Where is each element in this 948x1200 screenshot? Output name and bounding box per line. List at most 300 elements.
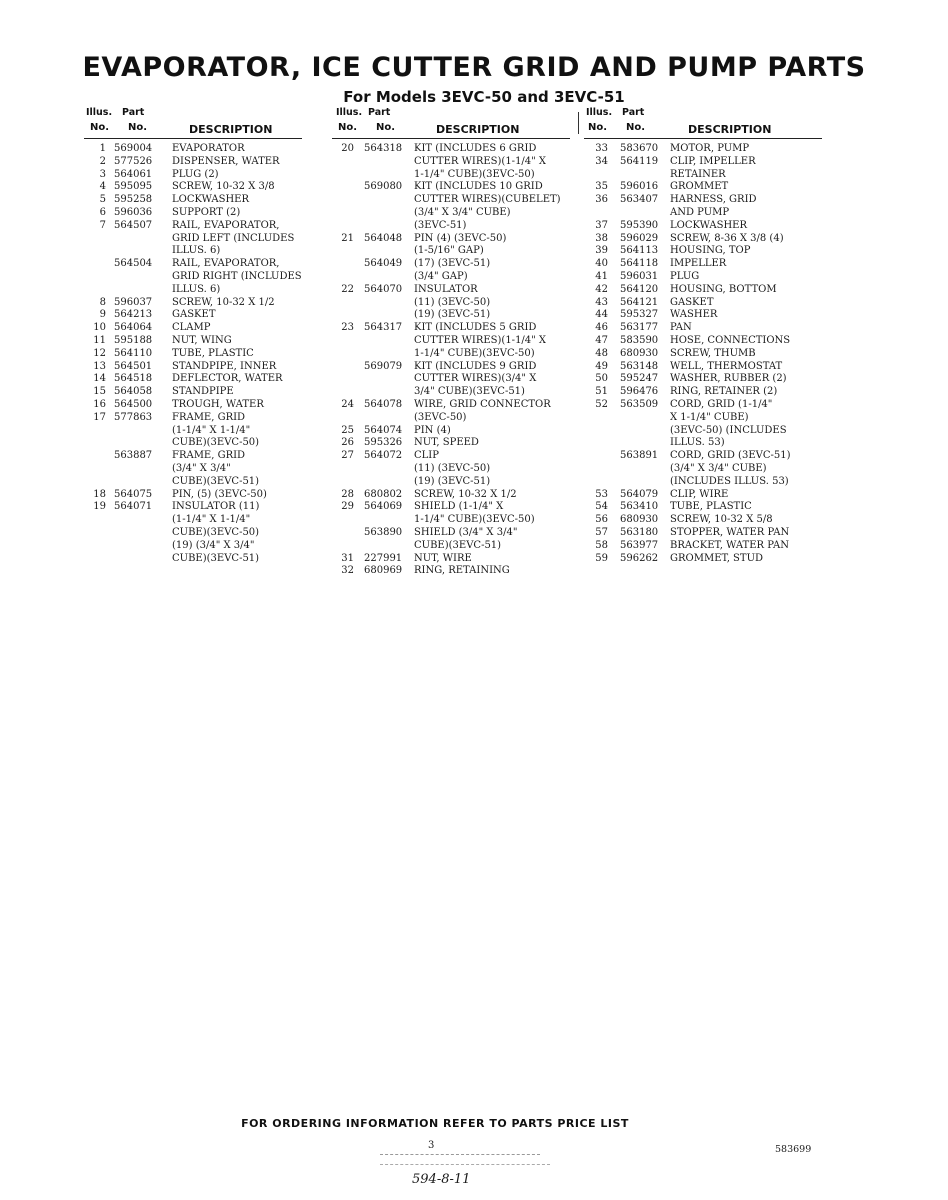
- page-title: EVAPORATOR, ICE CUTTER GRID AND PUMP PARTS: [82, 52, 866, 83]
- part-number: 564078: [364, 398, 403, 410]
- table-row: [84, 450, 302, 488]
- part-description: ILLUS. 53): [670, 437, 725, 449]
- part-number: 564213: [114, 309, 153, 321]
- part-description: CLIP: [414, 450, 439, 462]
- part-description: INSULATOR (11): [172, 501, 260, 513]
- illus-number: 43: [595, 296, 608, 308]
- part-number: 583670: [620, 143, 659, 154]
- part-number: 564070: [364, 283, 403, 295]
- part-description: (1-5/16" GAP): [414, 245, 484, 257]
- page-subtitle: For Models 3EVC-50 and 3EVC-51: [343, 88, 625, 106]
- table-row: [332, 565, 570, 578]
- part-description: CLIP, IMPELLER: [670, 155, 756, 167]
- table-row: [584, 450, 822, 488]
- header-illus-no: No.: [90, 122, 110, 133]
- illus-number: 33: [595, 143, 608, 154]
- table-row: [332, 181, 570, 232]
- part-description: CORD, GRID (3EVC-51): [670, 450, 791, 462]
- part-number: 569079: [364, 360, 403, 372]
- part-number: 227991: [364, 552, 403, 564]
- illus-number: 5: [99, 194, 106, 206]
- part-number: 563407: [620, 194, 659, 206]
- part-description: (1-1/4" X 1-1/4": [172, 424, 251, 436]
- column-header: [332, 104, 570, 139]
- illus-number: 12: [93, 347, 106, 359]
- illus-number: 26: [341, 437, 354, 449]
- part-number: 569080: [364, 181, 403, 193]
- table-row: [332, 553, 570, 566]
- part-description: HOUSING, BOTTOM: [670, 283, 777, 295]
- table-row: [332, 501, 570, 527]
- part-number: 564075: [114, 488, 153, 500]
- part-description: (11) (3EVC-50): [414, 462, 491, 474]
- part-description: TROUGH, WATER: [172, 398, 264, 410]
- part-description: 1-1/4" CUBE)(3EVC-50): [414, 347, 535, 359]
- illus-number: 10: [93, 322, 106, 334]
- part-description: CLIP, WIRE: [670, 488, 729, 500]
- part-description: NUT, WING: [172, 334, 232, 346]
- table-row: [84, 489, 302, 502]
- part-description: DISPENSER, WATER: [172, 155, 280, 167]
- part-number: 563410: [620, 501, 659, 513]
- table-row: [584, 143, 822, 156]
- scan-underline: [380, 1164, 550, 1165]
- part-description: 1-1/4" CUBE)(3EVC-50): [414, 168, 535, 180]
- illus-number: 27: [341, 450, 354, 462]
- table-row: [84, 373, 302, 386]
- part-description: (3/4" X 3/4": [172, 462, 231, 474]
- part-description: FRAME, GRID: [172, 450, 246, 462]
- header-illus-no: No.: [338, 122, 358, 133]
- table-row: [332, 361, 570, 399]
- table-row: [584, 361, 822, 374]
- part-number: 564074: [364, 424, 403, 436]
- part-number: 596037: [114, 296, 153, 308]
- part-description: CUBE)(3EVC-50): [172, 526, 260, 538]
- ordering-info-footer: FOR ORDERING INFORMATION REFER TO PARTS PRICE LIST: [241, 1117, 629, 1130]
- illus-number: 29: [341, 501, 354, 513]
- parts-column-1: [84, 104, 302, 565]
- table-row: [84, 156, 302, 169]
- table-row: [332, 284, 570, 322]
- illus-number: 9: [99, 309, 106, 321]
- part-number: 564061: [114, 168, 153, 180]
- part-number: 564064: [114, 322, 153, 334]
- illus-number: 44: [595, 309, 608, 321]
- part-number: 577526: [114, 155, 153, 167]
- illus-number: 41: [595, 270, 608, 282]
- table-row: [84, 322, 302, 335]
- part-description: ILLUS. 6): [172, 245, 221, 257]
- header-part-no: No.: [626, 122, 646, 133]
- header-part: Part: [622, 107, 645, 118]
- part-number: 595258: [114, 194, 153, 206]
- part-number: 596029: [620, 232, 659, 244]
- part-description: GASKET: [670, 296, 714, 308]
- table-row: [84, 169, 302, 182]
- part-description: SUPPORT (2): [172, 206, 241, 218]
- table-row: [584, 540, 822, 553]
- table-row: [584, 373, 822, 386]
- illus-number: 1: [99, 143, 106, 154]
- part-description: ILLUS. 6): [172, 283, 221, 295]
- illus-number: 42: [595, 283, 608, 295]
- illus-number: 51: [595, 386, 608, 398]
- table-row: [84, 258, 302, 296]
- part-number: 596036: [114, 206, 153, 218]
- illus-number: 46: [595, 322, 608, 334]
- part-description: GRID LEFT (INCLUDES: [172, 232, 295, 244]
- table-row: [332, 450, 570, 488]
- table-row: [332, 399, 570, 425]
- part-description: CUBE)(3EVC-51): [414, 539, 502, 551]
- part-description: BRACKET, WATER PAN: [670, 539, 789, 551]
- part-description: STOPPER, WATER PAN: [670, 526, 790, 538]
- table-row: [84, 194, 302, 207]
- illus-number: 36: [595, 194, 608, 206]
- table-row: [84, 181, 302, 194]
- illus-number: 54: [595, 501, 608, 513]
- illus-number: 3: [99, 168, 106, 180]
- scan-underline: [380, 1154, 540, 1155]
- part-description: CORD, GRID (1-1/4": [670, 398, 773, 410]
- illus-number: 35: [595, 181, 608, 193]
- table-row: [584, 553, 822, 566]
- header-illus: Illus.: [336, 107, 363, 118]
- illus-number: 34: [595, 155, 608, 167]
- part-description: PLUG (2): [172, 168, 219, 180]
- part-description: SCREW, 10-32 X 1/2: [414, 488, 517, 500]
- part-number: 563887: [114, 450, 153, 462]
- part-number: 564501: [114, 360, 153, 372]
- part-description: TUBE, PLASTIC: [172, 347, 254, 359]
- part-description: CUTTER WIRES)(3/4" X: [414, 373, 537, 385]
- illus-number: 50: [595, 373, 608, 385]
- part-number: 564317: [364, 322, 403, 334]
- illus-number: 28: [341, 488, 354, 500]
- illus-number: 39: [595, 245, 608, 257]
- part-description: WELL, THERMOSTAT: [670, 360, 783, 372]
- part-description: KIT (INCLUDES 6 GRID: [414, 143, 537, 154]
- part-number: 564113: [620, 245, 659, 257]
- table-row: [332, 425, 570, 438]
- part-number: 583590: [620, 334, 659, 346]
- part-description: NUT, SPEED: [414, 437, 479, 449]
- part-number: 563890: [364, 526, 403, 538]
- header-description: DESCRIPTION: [189, 123, 273, 136]
- illus-number: 14: [93, 373, 106, 385]
- part-description: INSULATOR: [414, 283, 478, 295]
- table-row: [584, 156, 822, 182]
- part-description: KIT (INCLUDES 9 GRID: [414, 360, 537, 372]
- table-row: [84, 335, 302, 348]
- illus-number: 2: [99, 155, 106, 167]
- page-number: 3: [428, 1140, 435, 1151]
- part-description: KIT (INCLUDES 5 GRID: [414, 322, 537, 334]
- part-number: 563148: [620, 360, 659, 372]
- table-row: [84, 309, 302, 322]
- table-row: [584, 399, 822, 450]
- part-description: CUTTER WIRES)(CUBELET): [414, 194, 561, 206]
- part-number: 564049: [364, 258, 403, 270]
- illus-number: 21: [341, 232, 354, 244]
- header-illus: Illus.: [586, 107, 613, 118]
- part-number: 595247: [620, 373, 659, 385]
- part-description: GROMMET: [670, 181, 729, 193]
- part-description: 1-1/4" CUBE)(3EVC-50): [414, 514, 535, 526]
- part-description: PIN, (5) (3EVC-50): [172, 488, 267, 500]
- table-row: [84, 501, 302, 565]
- part-description: (17) (3EVC-51): [414, 258, 491, 270]
- part-description: IMPELLER: [670, 258, 727, 270]
- part-number: 680930: [620, 514, 659, 526]
- part-description: SCREW, 8-36 X 3/8 (4): [670, 232, 784, 244]
- illus-number: 20: [341, 143, 354, 154]
- part-description: DEFLECTOR, WATER: [172, 373, 283, 385]
- illus-number: 58: [595, 539, 608, 551]
- part-number: 596476: [620, 386, 659, 398]
- part-number: 564121: [620, 296, 659, 308]
- part-number: 564120: [620, 283, 659, 295]
- table-row: [84, 361, 302, 374]
- part-number: 563891: [620, 450, 659, 462]
- part-description: RING, RETAINER (2): [670, 386, 778, 398]
- part-number: 563509: [620, 398, 659, 410]
- part-number: 564500: [114, 398, 153, 410]
- column-divider: [578, 112, 579, 134]
- illus-number: 53: [595, 488, 608, 500]
- parts-list: [584, 143, 822, 565]
- illus-number: 37: [595, 219, 608, 231]
- table-row: [84, 412, 302, 450]
- part-number: 596016: [620, 181, 659, 193]
- table-row: [332, 322, 570, 360]
- illus-number: 6: [99, 206, 106, 218]
- part-number: 564079: [620, 488, 659, 500]
- table-row: [84, 348, 302, 361]
- part-number: 595390: [620, 219, 659, 231]
- part-number: 564048: [364, 232, 403, 244]
- part-description: PIN (4): [414, 424, 451, 436]
- part-description: (3/4" GAP): [414, 270, 468, 282]
- part-description: X 1-1/4" CUBE): [670, 411, 749, 423]
- part-description: SCREW, 10-32 X 5/8: [670, 514, 773, 526]
- table-row: [584, 309, 822, 322]
- part-number: 596262: [620, 552, 659, 564]
- part-description: HOUSING, TOP: [670, 245, 751, 257]
- part-description: SCREW, 10-32 X 3/8: [172, 181, 275, 193]
- header-part-no: No.: [376, 122, 396, 133]
- part-description: GASKET: [172, 309, 216, 321]
- part-description: AND PUMP: [670, 206, 730, 218]
- part-number: 563977: [620, 539, 659, 551]
- part-description: GROMMET, STUD: [670, 552, 764, 564]
- parts-list: [84, 143, 302, 565]
- parts-column-2: [332, 104, 570, 578]
- table-row: [84, 220, 302, 258]
- table-row: [584, 220, 822, 233]
- part-number: 564507: [114, 219, 153, 231]
- part-description: SHIELD (3/4" X 3/4": [414, 526, 518, 538]
- illus-number: 38: [595, 232, 608, 244]
- part-description: RAIL, EVAPORATOR,: [172, 219, 280, 231]
- part-number: 563177: [620, 322, 659, 334]
- header-part: Part: [368, 107, 391, 118]
- part-number: 564058: [114, 386, 153, 398]
- part-number: 595188: [114, 334, 153, 346]
- illus-number: 11: [93, 334, 106, 346]
- part-number: 595327: [620, 309, 659, 321]
- table-row: [584, 514, 822, 527]
- part-description: RAIL, EVAPORATOR,: [172, 258, 280, 270]
- illus-number: 22: [341, 283, 354, 295]
- illus-number: 8: [99, 296, 106, 308]
- table-row: [584, 501, 822, 514]
- part-number: 595095: [114, 181, 153, 193]
- table-row: [84, 143, 302, 156]
- table-row: [584, 271, 822, 284]
- table-row: [584, 322, 822, 335]
- part-description: RETAINER: [670, 168, 726, 180]
- part-description: NUT, WIRE: [414, 552, 472, 564]
- part-description: CUTTER WIRES)(1-1/4" X: [414, 155, 547, 167]
- part-description: 3/4" CUBE)(3EVC-51): [414, 386, 525, 398]
- illus-number: 15: [93, 386, 106, 398]
- part-description: STANDPIPE: [172, 386, 234, 398]
- table-row: [84, 207, 302, 220]
- table-row: [584, 348, 822, 361]
- part-description: CUBE)(3EVC-51): [172, 475, 260, 487]
- table-row: [584, 181, 822, 194]
- illus-number: 4: [99, 181, 106, 193]
- table-row: [84, 297, 302, 310]
- part-description: GRID RIGHT (INCLUDES: [172, 270, 302, 282]
- table-row: [332, 527, 570, 553]
- illus-number: 13: [93, 360, 106, 372]
- illus-number: 57: [595, 526, 608, 538]
- part-description: (11) (3EVC-50): [414, 296, 491, 308]
- part-description: (19) (3/4" X 3/4": [172, 539, 255, 551]
- table-row: [584, 386, 822, 399]
- illus-number: 56: [595, 514, 608, 526]
- header-illus-no: No.: [588, 122, 608, 133]
- part-number: 564318: [364, 143, 403, 154]
- illus-number: 25: [341, 424, 354, 436]
- part-number: 569004: [114, 143, 153, 154]
- illus-number: 18: [93, 488, 106, 500]
- illus-number: 59: [595, 552, 608, 564]
- part-number: 680969: [364, 565, 403, 577]
- illus-number: 52: [595, 398, 608, 410]
- part-description: HARNESS, GRID: [670, 194, 757, 206]
- part-description: STANDPIPE, INNER: [172, 360, 277, 372]
- part-number: 680802: [364, 488, 403, 500]
- table-row: [84, 386, 302, 399]
- part-description: WASHER: [670, 309, 718, 321]
- table-row: [332, 437, 570, 450]
- part-description: FRAME, GRID: [172, 411, 246, 423]
- table-row: [584, 194, 822, 220]
- table-row: [332, 489, 570, 502]
- part-description: WASHER, RUBBER (2): [670, 373, 787, 385]
- part-description: KIT (INCLUDES 10 GRID: [414, 181, 543, 193]
- part-description: PLUG: [670, 270, 700, 282]
- part-description: (3EVC-50): [414, 411, 467, 423]
- part-description: HOSE, CONNECTIONS: [670, 334, 791, 346]
- header-description: DESCRIPTION: [436, 123, 520, 136]
- part-description: CUBE)(3EVC-51): [172, 552, 260, 564]
- table-row: [332, 233, 570, 259]
- illus-number: 49: [595, 360, 608, 372]
- illus-number: 19: [93, 501, 106, 513]
- table-row: [84, 399, 302, 412]
- table-row: [584, 489, 822, 502]
- table-row: [332, 258, 570, 284]
- illus-number: 23: [341, 322, 354, 334]
- part-description: SHIELD (1-1/4" X: [414, 501, 504, 513]
- table-row: [584, 335, 822, 348]
- header-description: DESCRIPTION: [688, 123, 772, 136]
- illus-number: 7: [99, 219, 106, 231]
- part-description: PAN: [670, 322, 692, 334]
- part-description: CUTTER WIRES)(1-1/4" X: [414, 334, 547, 346]
- illus-number: 48: [595, 347, 608, 359]
- part-number: 577863: [114, 411, 153, 423]
- part-number: 564069: [364, 501, 403, 513]
- part-number: 563180: [620, 526, 659, 538]
- part-description: (3EVC-50) (INCLUDES: [670, 424, 787, 436]
- part-description: EVAPORATOR: [172, 143, 245, 154]
- part-number: 564071: [114, 501, 153, 513]
- illus-number: 32: [341, 565, 354, 577]
- table-row: [584, 258, 822, 271]
- part-number: 680930: [620, 347, 659, 359]
- illus-number: 31: [341, 552, 354, 564]
- part-description: (3/4" X 3/4" CUBE): [670, 462, 767, 474]
- table-row: [584, 284, 822, 297]
- part-description: (19) (3EVC-51): [414, 309, 491, 321]
- part-description: RING, RETAINING: [414, 565, 510, 577]
- header-part-no: No.: [128, 122, 148, 133]
- part-description: (3/4" X 3/4" CUBE): [414, 206, 511, 218]
- part-description: LOCKWASHER: [172, 194, 250, 206]
- part-number: 564518: [114, 373, 153, 385]
- table-row: [584, 245, 822, 258]
- table-row: [332, 143, 570, 181]
- part-description: SCREW, THUMB: [670, 347, 756, 359]
- part-description: PIN (4) (3EVC-50): [414, 232, 507, 244]
- part-description: MOTOR, PUMP: [670, 143, 750, 154]
- illus-number: 24: [341, 398, 354, 410]
- parts-column-3: [584, 104, 822, 565]
- part-description: (INCLUDES ILLUS. 53): [670, 475, 789, 487]
- handwritten-note: 594-8-11: [412, 1172, 471, 1187]
- part-description: CLAMP: [172, 322, 211, 334]
- part-number: 564118: [620, 258, 659, 270]
- illus-number: 17: [93, 411, 106, 423]
- document-number: 583699: [775, 1144, 812, 1155]
- part-description: SCREW, 10-32 X 1/2: [172, 296, 275, 308]
- part-number: 564504: [114, 258, 153, 270]
- illus-number: 40: [595, 258, 608, 270]
- part-description: (19) (3EVC-51): [414, 475, 491, 487]
- part-number: 564110: [114, 347, 153, 359]
- column-header: [584, 104, 822, 139]
- header-illus: Illus.: [86, 107, 113, 118]
- table-row: [584, 233, 822, 246]
- parts-list: [332, 143, 570, 578]
- part-number: 596031: [620, 270, 659, 282]
